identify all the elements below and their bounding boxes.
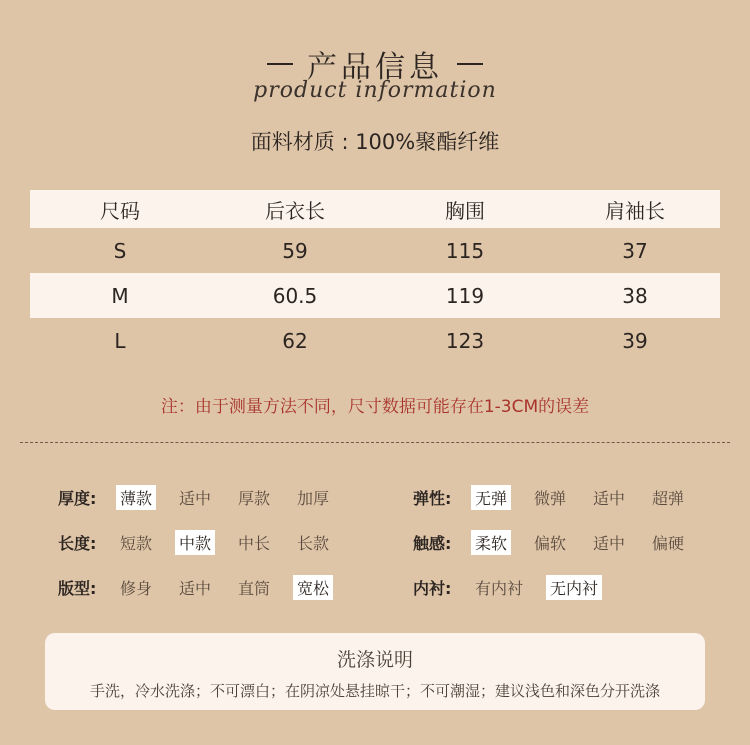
table-cell: 38 [622,283,648,308]
table-cell: 59 [282,238,308,263]
attr-option: 加厚 [297,488,330,508]
attr-option: 中长 [238,533,271,553]
care-text: 手洗，冷水洗涤；不可漂白；在阴凉处悬挂晾干；不可潮湿；建议浅色和深色分开洗涤 [89,682,660,700]
attr-option: 适中 [179,488,212,508]
attr-option-selected: 薄款 [116,485,156,510]
attr-label: 厚度: [58,488,97,508]
table-row [30,273,720,318]
table-cell: 123 [445,328,485,353]
table-header-cell: 胸围 [445,198,485,223]
attr-row-thickness [58,485,352,509]
table-row [30,318,720,363]
table-cell: 60.5 [272,283,318,308]
attr-option: 有内衬 [475,578,524,598]
care-title: 洗涤说明 [336,649,413,671]
attr-option: 长款 [297,533,330,553]
table-cell: 115 [445,238,485,263]
attr-option-selected: 无内衬 [546,575,602,600]
attr-row-fit [58,575,352,599]
table-row [30,228,720,273]
attr-option-selected: 中款 [175,530,215,555]
attr-option-selected: 宽松 [293,575,333,600]
attr-option: 微弹 [534,488,567,508]
table-header-cell: 尺码 [100,198,140,223]
attr-option: 修身 [120,578,153,598]
attr-label: 弹性: [413,488,452,508]
table-cell: 37 [622,238,648,263]
attr-label: 长度: [58,533,97,553]
attr-label: 内衬: [413,578,452,598]
attr-option: 超弹 [652,488,685,508]
attr-option: 短款 [120,533,153,553]
size-table [30,190,720,363]
page-title: 产品信息 [307,50,443,85]
table-header-row [30,190,720,228]
table-header-cell: 后衣长 [265,198,325,223]
table-cell: 39 [622,328,648,353]
dashed-divider [20,442,730,443]
attr-row-touch [413,530,707,554]
table-header-cell: 肩袖长 [605,198,665,223]
attr-option: 适中 [593,488,626,508]
table-cell: M [111,283,129,308]
attr-option: 偏硬 [652,533,685,553]
measurement-note: 注：由于测量方法不同，尺寸数据可能存在1-3CM的误差 [160,397,590,417]
attr-option: 适中 [179,578,212,598]
page-subtitle: product information [253,78,497,103]
attr-row-elasticity [413,485,707,509]
attr-option: 适中 [593,533,626,553]
attr-option: 厚款 [238,488,271,508]
table-cell: L [114,328,126,353]
attr-label: 触感: [413,533,452,553]
material-info: 面料材质 : 100%聚酯纤维 [250,130,500,154]
attr-option-selected: 无弹 [471,485,511,510]
attr-row-lining [413,575,621,599]
attr-row-length [58,530,352,554]
title-dash-left [267,63,293,65]
care-instructions [45,633,705,710]
table-cell: S [113,238,127,263]
attr-label: 版型: [58,578,97,598]
attr-option-selected: 柔软 [471,530,511,555]
attr-option: 直筒 [238,578,271,598]
table-cell: 62 [282,328,308,353]
attr-option: 偏软 [534,533,567,553]
table-cell: 119 [445,283,485,308]
title-dash-right [457,63,483,65]
